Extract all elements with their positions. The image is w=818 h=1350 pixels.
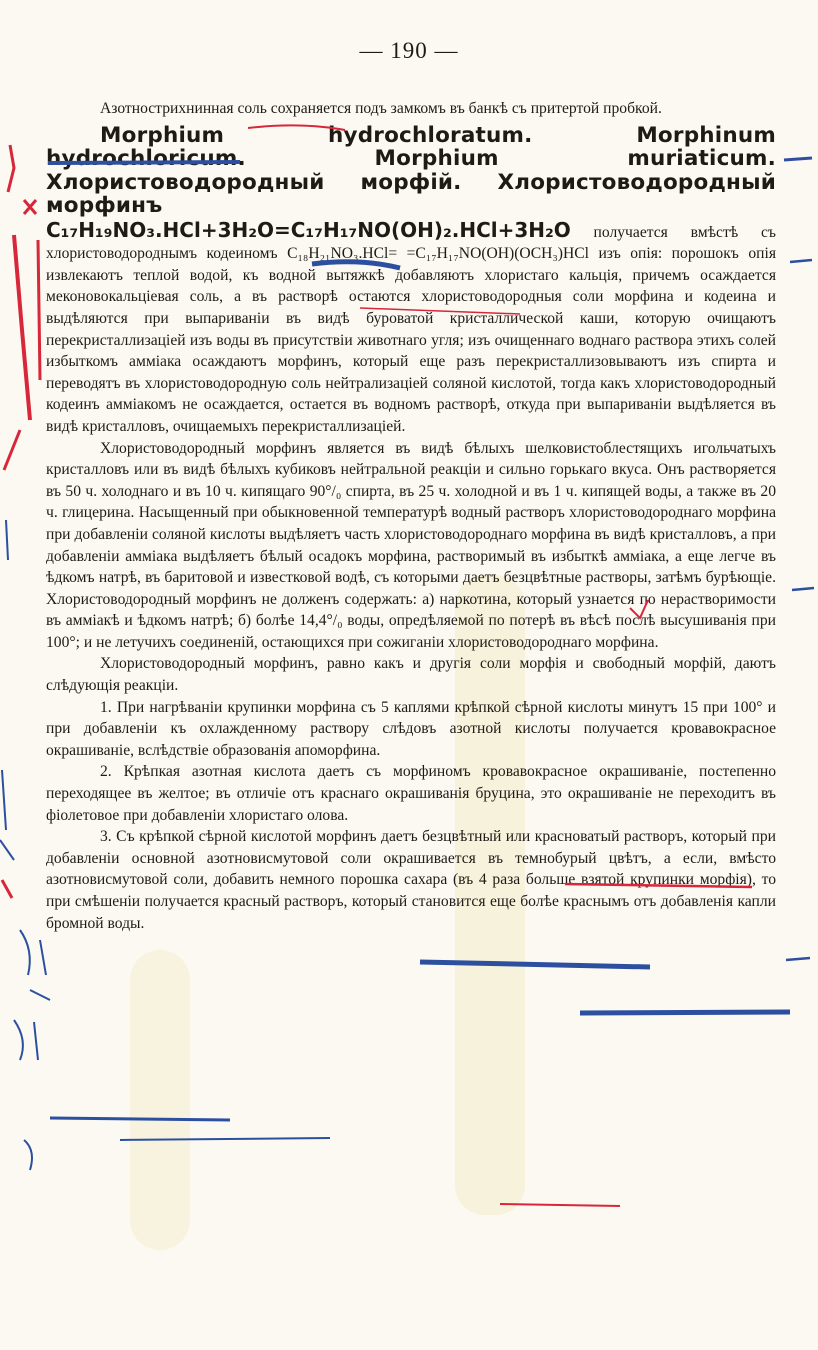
blue-margin-mark [786,958,810,960]
red-margin-mark [24,200,36,214]
red-margin-mark [8,145,14,192]
blue-margin-mark [2,770,6,830]
reaction-3: 3. Съ крѣпкой сѣрной кислотой морфинъ даетъ безцвѣтный или красноватый растворъ, который при добавленіи основной азотновисмутовой соли окрашивается въ темнобурый цвѣтъ, а если, вмѣсто азотновисмутовой соли, добавить немного порошка сахара (въ 4 раза больше взятой крупинки морфія), то при смѣшеніи получается красный растворъ, который становится еще болѣе краснымъ отъ добавленія капли бромной воды. [46,828,776,932]
red-margin-mark [4,430,20,470]
blue-margin-mark [784,158,812,160]
article-heading: Morphium hydrochloratum. Morphinum hydrochloricum. Morphium muriaticum. Хлористоводородный морфій. Хлористоводородный морфинъ [46,122,776,219]
reactions-intro: Хлористоводородный морфинъ, равно какъ и другія соли морфія и свободный морфій, даютъ слѣдующія реакціи. [46,655,776,695]
blue-margin-mark [6,520,8,560]
blue-underline [420,962,650,967]
reaction-2: 2. Крѣпкая азотная кислота даетъ съ морфиномъ кровавокрасное окрашиваніе, постепенно переходящее въ желтое; въ отличіе отъ краснаго окрашиванія бруцина, это окрашиваніе не переходитъ въ фіолетовое при добавленіи хлористаго олова. [46,763,776,824]
page-body [46,98,776,934]
reaction-1: 1. При нагрѣваніи крупинки морфина съ 5 каплями крѣпкой сѣрной кислоты минутъ 15 при 100° и при добавленіи къ охлажденному раствору слѣдовъ азотной кислоты получается кровавокрасное окрашиваніе, вслѣдствіе образованія апоморфина. [46,698,776,759]
red-underline [500,1204,620,1206]
preparation-paragraph: C₁₇H₁₉NO₃.HCl+3H₂O=C₁₇H₁₇NO(OH)₂.HCl+3H₂O получается вмѣстѣ съ хлористоводороднымъ кодеиномъ C₁₈H₂₁NO₃.HCl= =C₁₇H₁₇NO(OH)(OCH₃)HCl изъ опія: порошокъ опія извлекаютъ теплой водой, къ водной вытяжкѣ добавляютъ хлористаго кальція, причемъ осаждается меконовокальціевая соль, а въ растворѣ остаются хлористоводородныя соли морфина и кодеина и выдѣляются при выпариваніи въ видѣ буроватой кристаллической каши, которую очищаютъ перекристаллизаціей изъ воды въ присутствіи животнаго угля; изъ очищеннаго воднаго раствора этихъ солей избыткомъ амміака осаждаютъ морфинъ, который еще разъ перекристаллизовываютъ изъ спирта и переводятъ въ хлористоводородную соль нейтрализаціей соляной кислотой, тогда какъ хлористоводородный кодеинъ амміакомъ не осаждается, остается въ водномъ растворѣ, откуда при выпариваніи выдѣляется въ видѣ кристалловъ, очищаемыхъ перекристаллизаціей. [46,217,776,435]
blue-margin-mark [20,930,46,975]
blue-underline [50,1118,230,1120]
blue-margin-mark [14,1020,38,1060]
properties-paragraph: Хлористоводородный морфинъ является въ видѣ бѣлыхъ шелковистоблестящихъ игольчатыхъ кристалловъ или въ видѣ бѣлыхъ кубиковъ нейтральной реакціи и сильно горькаго вкуса. Онъ растворяется въ 50 ч. холоднаго и въ 10 ч. кипящаго 90°/₀ спирта, въ 25 ч. холодной и въ 1 ч. кипящей воды, а также въ 20 ч. глицерина. Насыщенный при обыкновенной температурѣ водный растворъ хлористоводороднаго морфина при добавленіи соляной кислоты выдѣляетъ часть хлористоводороднаго морфина въ видѣ кристалловъ, а при добавленіи амміака выдѣляетъ бѣлый осадокъ морфина, растворимый въ избыткѣ амміака, а еще легче въ ѣдкомъ натрѣ, въ баритовой и известковой водѣ, съ которыми даетъ безцвѣтные растворы, затѣмъ бурѣющіе. Хлористоводородный морфинъ не долженъ содержать: а) наркотина, который узнается по нерастворимости въ амміакѣ и ѣдкомъ натрѣ; б) болѣе 14,4°/₀ воды, опредѣляемой по потерѣ въ вѣсѣ послѣ высушиванія при 100°; и не летучихъ соединеній, остающихся при сожиганіи хлористоводороднаго морфина. [46,439,776,651]
red-margin-mark [38,240,40,380]
red-margin-mark [14,235,30,420]
chemical-formula: C₁₇H₁₉NO₃.HCl+3H₂O=C₁₇H₁₇NO(OH)₂.HCl+3H₂O [46,217,571,242]
red-margin-mark [2,880,12,898]
blue-underline [580,1012,790,1013]
page-number: — 190 — [359,38,459,63]
blue-margin-mark [30,990,50,1000]
blue-margin-mark [792,588,814,590]
blue-margin-mark [0,840,14,860]
storage-note: Азотнострихнинная соль сохраняется подъ замкомъ въ банкѣ съ притертой пробкой. [100,100,662,117]
blue-margin-mark [24,1140,32,1170]
blue-underline [120,1138,330,1140]
blue-margin-mark [790,260,812,262]
yellow-stain [130,950,190,1250]
